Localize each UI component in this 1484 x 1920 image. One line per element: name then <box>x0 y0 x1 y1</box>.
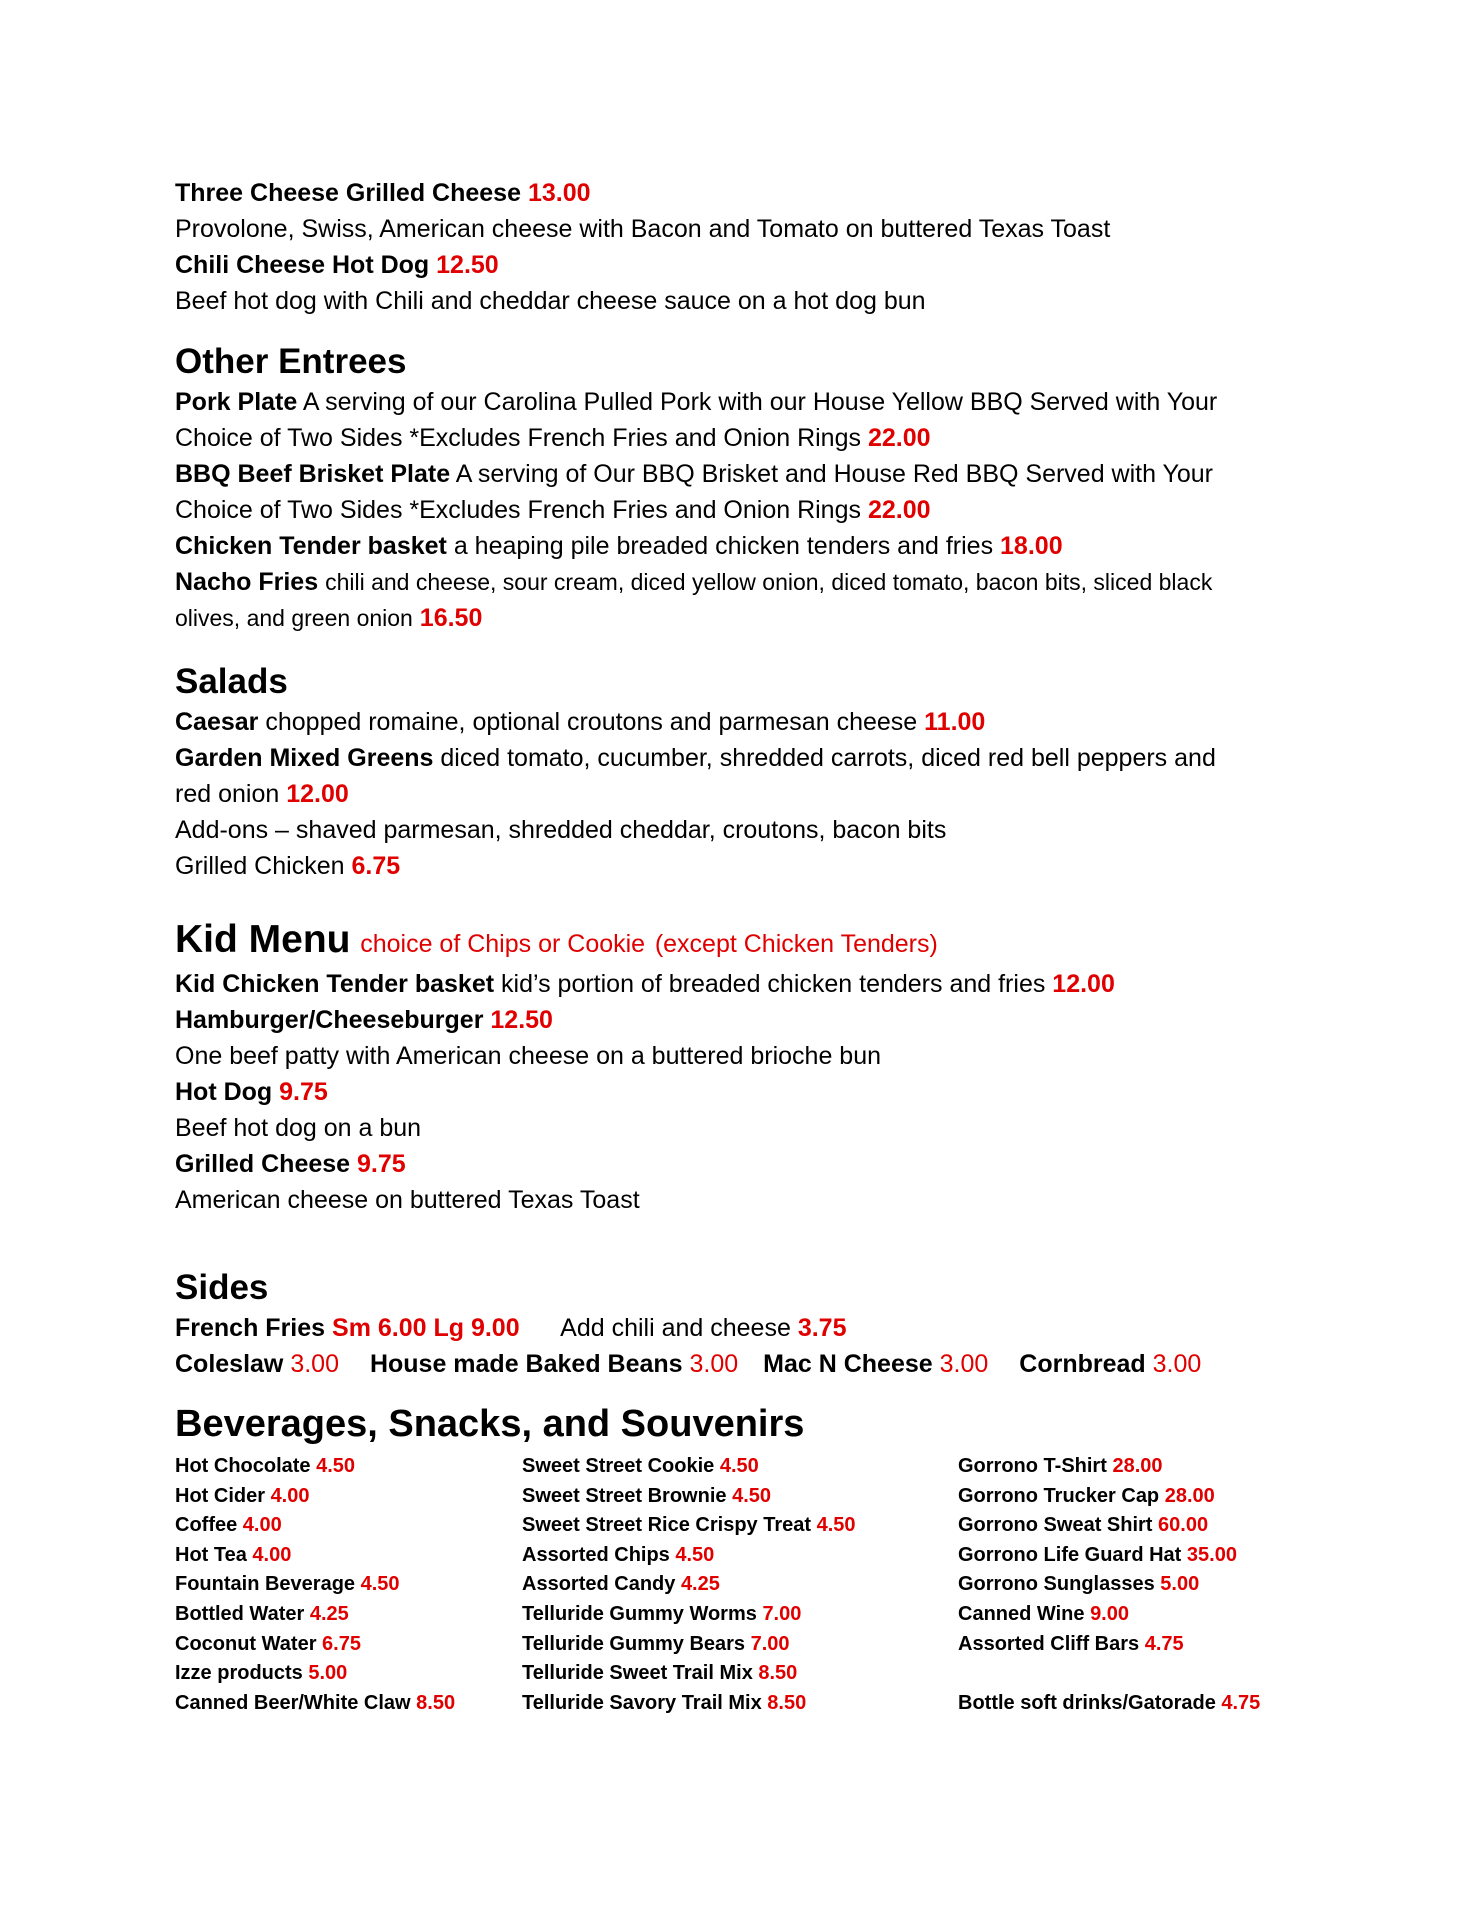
list-item <box>175 1482 455 1512</box>
addon-label: Add chili and cheese <box>560 1314 791 1342</box>
item-price: 4.00 <box>242 1514 282 1537</box>
list-item <box>958 1541 1260 1571</box>
item-name: Coffee <box>175 1514 238 1537</box>
item-name: Assorted Chips <box>522 1543 670 1566</box>
item-name: Mac N Cheese <box>763 1350 933 1378</box>
list-item <box>958 1630 1260 1660</box>
item-price: 4.00 <box>252 1543 292 1566</box>
item-price: 6.75 <box>322 1632 361 1655</box>
item-price: 9.00 <box>1090 1602 1129 1625</box>
item-name: Telluride Gummy Worms <box>522 1602 757 1625</box>
item-price: 3.00 <box>290 1350 339 1378</box>
item-name: Caesar <box>175 708 259 736</box>
item-desc: A serving of our Carolina Pulled Pork with our House Yellow BBQ Served with Your <box>302 388 1218 416</box>
item-desc: a heaping pile breaded chicken tenders and fries <box>453 532 994 560</box>
section-title: Other Entrees <box>175 342 407 381</box>
item-name: Telluride Gummy Bears <box>522 1632 746 1655</box>
list-item <box>522 1659 856 1689</box>
item-name: Hot Dog <box>175 1078 273 1106</box>
item-price: 11.00 <box>924 708 986 736</box>
item-name: Chili Cheese Hot Dog <box>175 251 430 279</box>
item-price: 12.00 <box>1052 970 1115 998</box>
item-price: 12.00 <box>286 780 349 808</box>
item-desc: Choice of Two Sides *Excludes French Fries and Onion Rings <box>175 496 861 524</box>
other-entrees-section <box>175 340 1217 636</box>
list-item <box>175 1600 455 1630</box>
list-item <box>958 1570 1260 1600</box>
item-price: 4.25 <box>309 1602 349 1625</box>
item-price: 4.50 <box>816 1514 856 1537</box>
list-item <box>522 1482 856 1512</box>
kid-note: (except Chicken Tenders) <box>654 930 938 958</box>
list-item <box>522 1570 856 1600</box>
item-price: 13.00 <box>527 179 591 207</box>
item-name: Bottled Water <box>175 1602 305 1625</box>
addons-text: Add-ons – shaved parmesan, shredded cheddar, croutons, bacon bits <box>175 816 947 844</box>
item-name: Hamburger/Cheeseburger <box>175 1006 484 1034</box>
item-price: 4.50 <box>316 1455 356 1477</box>
item-price: 9.75 <box>279 1078 328 1106</box>
item-name: Sweet Street Brownie <box>522 1484 727 1507</box>
item-price: 4.50 <box>719 1455 759 1477</box>
item-desc: kid’s portion of breaded chicken tenders and fries <box>501 970 1046 998</box>
sides-section <box>175 1266 1201 1382</box>
item-name: Gorrono Life Guard Hat <box>958 1543 1182 1566</box>
item-name: Canned Wine <box>958 1602 1085 1625</box>
list-item <box>522 1452 856 1482</box>
item-name: Assorted Candy <box>522 1573 676 1596</box>
top-items <box>175 175 1110 319</box>
item-price: 4.50 <box>360 1573 400 1596</box>
item-price: 4.75 <box>1221 1691 1261 1714</box>
item-price: 3.75 <box>797 1314 847 1342</box>
item-price: 35.00 <box>1186 1543 1237 1566</box>
item-price: 4.25 <box>680 1573 720 1596</box>
item-price: 12.50 <box>436 251 499 279</box>
list-item <box>958 1659 1260 1689</box>
item-desc: diced tomato, cucumber, shredded carrots, diced red bell peppers and <box>440 744 1216 772</box>
item-name: Hot Tea <box>175 1543 247 1566</box>
item-desc: A serving of Our BBQ Brisket and House Red BBQ Served with Your <box>455 460 1214 488</box>
item-price: 4.00 <box>270 1484 310 1507</box>
item-desc: American cheese on buttered Texas Toast <box>175 1186 640 1214</box>
item-name: Izze products <box>175 1662 303 1685</box>
list-item <box>522 1600 856 1630</box>
list-item <box>958 1600 1260 1630</box>
item-name: Grilled Chicken <box>175 852 345 880</box>
item-price: 5.00 <box>308 1662 348 1685</box>
item-price: 4.50 <box>675 1543 715 1566</box>
item-name: Three Cheese Grilled Cheese <box>175 179 521 207</box>
item-name: Grilled Cheese <box>175 1150 351 1178</box>
list-item <box>175 1630 455 1660</box>
item-name: Pork Plate <box>175 388 298 416</box>
list-item <box>958 1511 1260 1541</box>
item-price: 28.00 <box>1164 1484 1215 1507</box>
item-desc: Choice of Two Sides *Excludes French Fries and Onion Rings <box>175 424 861 452</box>
item-price: 4.50 <box>732 1484 772 1507</box>
item-desc: red onion <box>175 780 280 808</box>
item-name: Gorrono T-Shirt <box>958 1455 1107 1477</box>
list-item <box>175 1570 455 1600</box>
item-name: Hot Cider <box>175 1484 265 1507</box>
item-price: 6.75 <box>351 852 401 880</box>
item-name: Assorted Cliff Bars <box>958 1632 1140 1655</box>
item-name: House made Baked Beans <box>369 1350 683 1378</box>
item-name: Telluride Savory Trail Mix <box>522 1691 762 1714</box>
item-price: 60.00 <box>1158 1514 1209 1537</box>
item-name: French Fries <box>175 1314 326 1342</box>
item-name: BBQ Beef Brisket Plate <box>175 460 451 488</box>
section-title: Salads <box>175 662 288 701</box>
section-title: Kid Menu <box>175 918 351 961</box>
item-name: Fountain Beverage <box>175 1573 356 1596</box>
list-item <box>175 1659 455 1689</box>
item-name: Coleslaw <box>175 1350 284 1378</box>
item-price: 7.00 <box>750 1632 790 1655</box>
item-name: Hot Chocolate <box>175 1455 311 1477</box>
list-item <box>522 1630 856 1660</box>
item-price: 22.00 <box>867 424 931 452</box>
item-desc: Provolone, Swiss, American cheese with Bacon and Tomato on buttered Texas Toast <box>175 215 1111 243</box>
beverages-section <box>175 1402 804 1446</box>
item-desc: olives, and green onion <box>175 605 413 631</box>
item-price: 16.50 <box>419 604 483 632</box>
beverage-column-1 <box>175 1452 455 1718</box>
item-name: Gorrono Sweat Shirt <box>958 1514 1153 1537</box>
item-price: 8.50 <box>416 1691 456 1714</box>
list-item <box>522 1541 856 1571</box>
item-price: 8.50 <box>758 1662 798 1685</box>
item-desc: chopped romaine, optional croutons and parmesan cheese <box>265 708 918 736</box>
item-name: Gorrono Trucker Cap <box>958 1484 1160 1507</box>
item-price: 12.50 <box>490 1006 553 1034</box>
item-price: 18.00 <box>1000 532 1063 560</box>
item-name: Gorrono Sunglasses <box>958 1573 1155 1596</box>
item-name: Canned Beer/White Claw <box>175 1691 411 1714</box>
section-title: Beverages, Snacks, and Souvenirs <box>175 1403 805 1445</box>
item-name: Nacho Fries <box>175 568 319 596</box>
item-price: 3.00 <box>1152 1350 1202 1378</box>
item-name: Kid Chicken Tender basket <box>175 970 495 998</box>
list-item <box>175 1541 455 1571</box>
list-item <box>958 1689 1260 1719</box>
item-desc: Beef hot dog with Chili and cheddar cheese sauce on a hot dog bun <box>175 287 926 315</box>
list-item <box>522 1689 856 1719</box>
item-price: 7.00 <box>762 1602 802 1625</box>
item-price: 8.50 <box>767 1691 807 1714</box>
item-price: 4.75 <box>1144 1632 1184 1655</box>
item-price: 9.75 <box>357 1150 406 1178</box>
item-price: 3.00 <box>939 1350 989 1378</box>
item-name: Coconut Water <box>175 1632 317 1655</box>
item-name: Chicken Tender basket <box>175 532 447 560</box>
item-desc: One beef patty with American cheese on a buttered brioche bun <box>175 1042 882 1070</box>
section-title: Sides <box>175 1268 269 1307</box>
beverage-column-2 <box>522 1452 856 1718</box>
item-price: 3.00 <box>689 1350 739 1378</box>
list-item <box>175 1511 455 1541</box>
item-price: 28.00 <box>1112 1455 1163 1477</box>
beverage-column-3 <box>958 1452 1260 1718</box>
kid-menu-section <box>175 918 1115 1218</box>
kid-note-bold: choice of Chips or Cookie <box>360 930 646 958</box>
list-item <box>175 1452 455 1482</box>
item-desc: Beef hot dog on a bun <box>175 1114 422 1142</box>
list-item <box>175 1689 455 1719</box>
item-desc: chili and cheese, sour cream, diced yellow onion, diced tomato, bacon bits, sliced black <box>325 569 1213 595</box>
list-item <box>522 1511 856 1541</box>
item-name: Bottle soft drinks/Gatorade <box>958 1691 1216 1714</box>
item-price: 22.00 <box>867 496 931 524</box>
item-name: Cornbread <box>1019 1350 1146 1378</box>
item-name: Telluride Sweet Trail Mix <box>522 1662 753 1685</box>
list-item <box>958 1452 1260 1482</box>
item-name: Sweet Street Rice Crispy Treat <box>522 1514 812 1537</box>
salads-section <box>175 660 1216 884</box>
item-name: Garden Mixed Greens <box>175 744 434 772</box>
item-name: Sweet Street Cookie <box>522 1455 715 1477</box>
item-price: 5.00 <box>1160 1573 1200 1596</box>
list-item <box>958 1482 1260 1512</box>
item-price: Sm 6.00 Lg 9.00 <box>332 1314 520 1342</box>
